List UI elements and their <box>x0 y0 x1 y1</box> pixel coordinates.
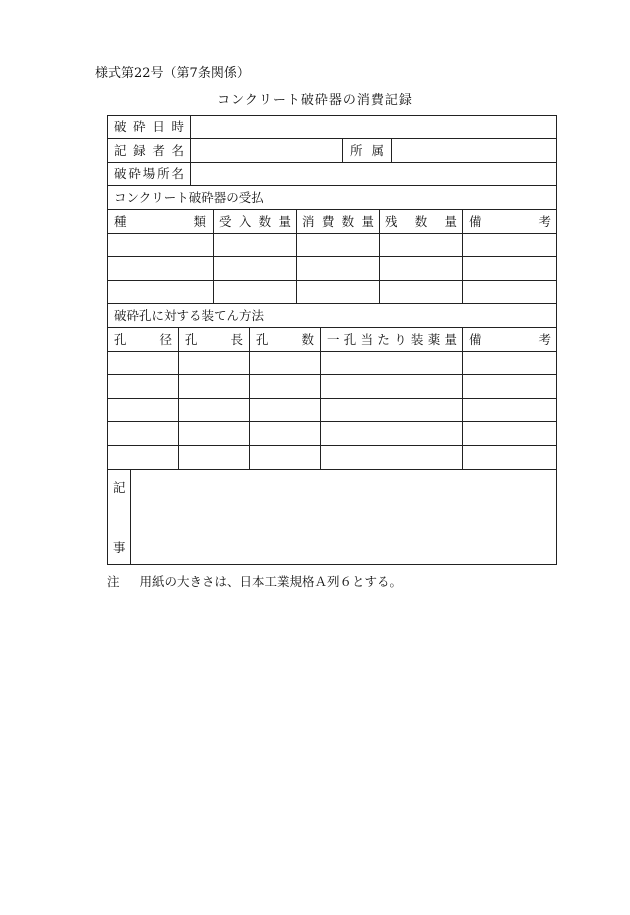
location-field[interactable] <box>191 162 556 185</box>
receipt-col-received: 受 入 数 量 <box>219 214 291 229</box>
affiliation-field[interactable] <box>392 139 556 162</box>
form-title: コンクリート破砕器の消費記録 <box>217 93 413 108</box>
remarks-field[interactable] <box>131 470 556 564</box>
receipt-col-type: 種 類 <box>114 214 206 229</box>
location-label: 破 砕 場 所 名 <box>114 166 184 181</box>
recorder-field[interactable] <box>191 139 342 162</box>
receipt-col-remaining: 残 数 量 <box>385 214 457 229</box>
date-label: 破 砕 日 時 <box>114 119 184 134</box>
charging-col-remarks: 備 考 <box>469 332 551 347</box>
charging-col-count: 孔 数 <box>256 332 314 347</box>
receipt-col-consumed: 消 費 数 量 <box>302 214 374 229</box>
charging-col-diameter: 孔 径 <box>114 332 172 347</box>
remarks-label-top: 記 <box>113 480 126 495</box>
footnote-prefix: 注 <box>107 574 120 589</box>
footnote <box>107 573 402 591</box>
recorder-label: 記 録 者 名 <box>114 143 184 158</box>
affiliation-label: 所 属 <box>350 143 384 158</box>
remarks-label-bottom: 事 <box>113 540 126 555</box>
charging-section-heading: 破砕孔に対する装てん方法 <box>114 308 265 323</box>
receipt-col-remarks: 備 考 <box>469 214 551 229</box>
charging-col-length: 孔 長 <box>185 332 243 347</box>
form-number: 様式第22号（第7条関係） <box>95 66 250 81</box>
charging-col-charge-per-hole: 一 孔 当 た り 装 薬 量 <box>327 332 457 347</box>
record-form-table <box>107 115 557 565</box>
date-field[interactable] <box>191 115 556 138</box>
receipt-section-heading: コンクリート破砕器の受払 <box>114 190 264 205</box>
footnote-text: 用紙の大きさは、日本工業規格Ａ列６とする。 <box>139 574 402 589</box>
